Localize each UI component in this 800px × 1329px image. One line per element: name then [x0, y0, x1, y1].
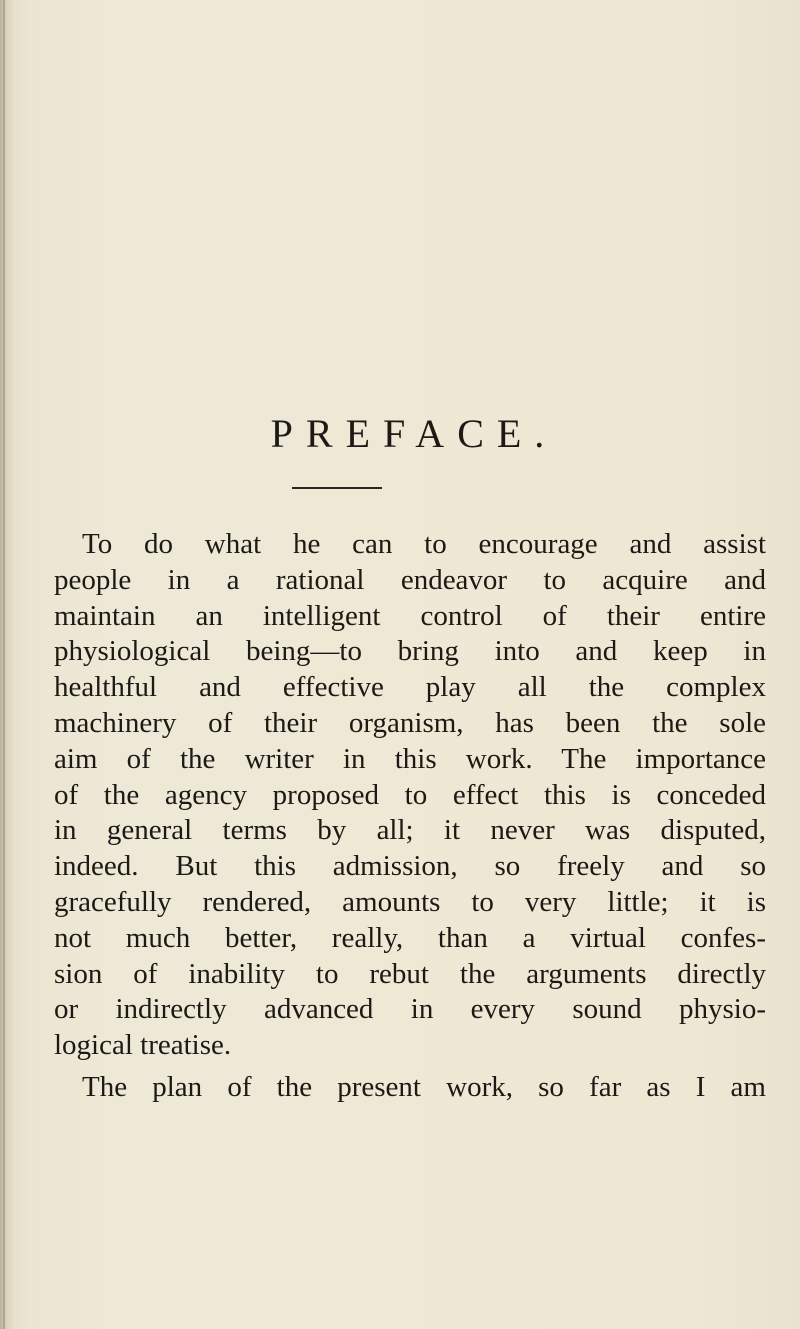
text-line: in general terms by all; it never was disputed, — [54, 814, 766, 847]
text-line: The plan of the present work, so far as I am — [82, 1070, 766, 1103]
heading-rule — [292, 487, 382, 489]
text-line: indeed. But this admission, so freely and so — [54, 850, 766, 883]
text-line: not much better, really, than a virtual confes- — [54, 921, 766, 954]
text-line: To do what he can to encourage and assist — [82, 528, 766, 560]
text-line: machinery of their organism, has been the sole — [54, 706, 766, 739]
text-line: physiological being—to bring into and keep in — [54, 635, 766, 668]
text-line: people in a rational endeavor to acquire and — [54, 563, 766, 596]
text-line: or indirectly advanced in every sound physio- — [54, 993, 766, 1026]
text-line: gracefully rendered, amounts to very little; it is — [54, 885, 766, 918]
text-line: maintain an intelligent control of their entire — [54, 599, 766, 632]
text-line: of the agency proposed to effect this is conceded — [54, 778, 766, 811]
text-line: sion of inability to rebut the arguments directly — [54, 957, 766, 990]
preface-heading: PREFACE. — [270, 411, 558, 456]
gutter-shadow-line — [3, 0, 5, 1329]
preface-body — [54, 527, 766, 1106]
page-gutter — [0, 0, 14, 1329]
text-line: logical treatise. — [54, 1029, 232, 1062]
text-line: healthful and effective play all the complex — [54, 671, 766, 704]
text-line: aim of the writer in this work. The importance — [54, 742, 766, 775]
